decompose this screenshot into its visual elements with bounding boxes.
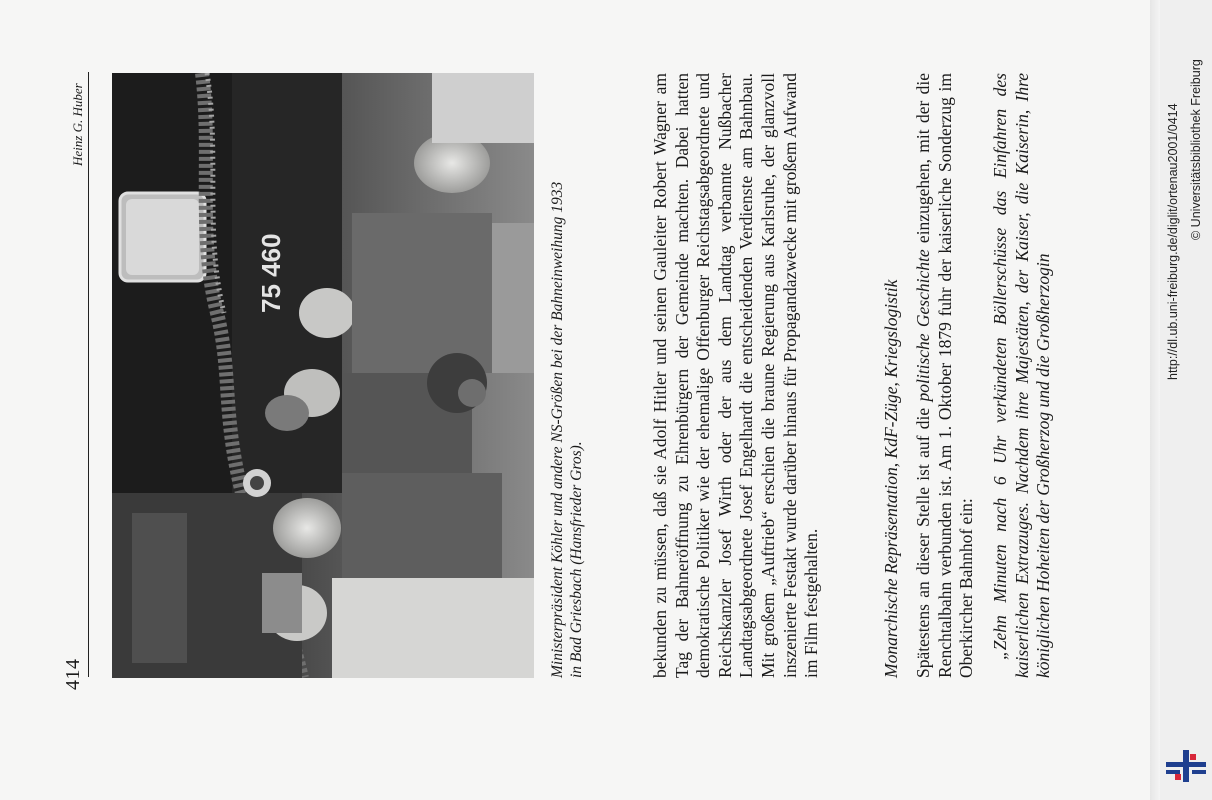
paragraph-2-text-end: einzugehen, mit der die Renchtalbahn verbunden ist. Am 1. Oktober 1879 fuhr der kaiserliche Sonderzug im Oberkircher Bahnhof ein: <box>913 73 977 678</box>
photo-illustration <box>112 73 534 678</box>
body-paragraph-1: bekunden zu müssen, daß sie Adolf Hitler und seinen Gauleiter Robert Wagner am Tag der Bahneröffnung zu Ehrenbürgern der Gemeinde machten. Dabei hatten demokratische Politiker wie der ehemalige Offenburger Reichstagsabgeordnete und Reichskanzler Josef Wirth oder der aus dem Landtag verbannte Nußbacher Landtagsabgeordnete Josef Engelhardt die entscheidenden Verdienste am Bahnbau. Mit großem „Auftrieb“ erschien die braune Regierung aus Karlsruhe, der glanzvoll inszenierte Festakt wurde darüber hinaus für Propagandazwecke mit großem Aufwand im Film festgehalten. <box>650 72 822 678</box>
paragraph-2-italic: politische Geschichte <box>913 249 933 402</box>
page-number: 414 <box>62 658 84 690</box>
body-paragraph-2 <box>913 73 978 678</box>
library-logo-icon <box>1166 750 1206 782</box>
paragraph-2-text-start: Spätestens an dieser Stelle ist auf die <box>913 401 933 678</box>
section-subheading-block <box>880 73 902 678</box>
locomotive-number: 75 460 <box>256 233 286 313</box>
header-rule <box>88 72 89 677</box>
running-header-author: Heinz G. Huber <box>70 83 85 166</box>
caption-line-1: Ministerpräsident Köhler und andere NS-Größen bei der Bahneinweihung 1933 <box>549 181 566 678</box>
copyright-notice: © Universitätsbibliothek Freiburg <box>1189 59 1203 240</box>
caption-line-2: in Bad Griesbach (Hansfrieder Gros). <box>568 441 585 678</box>
body-paragraph-1-block <box>650 73 823 678</box>
body-paragraph-2-block <box>913 73 978 678</box>
quote-block <box>990 73 1055 678</box>
quote-text: „Zehn Minuten nach 6 Uhr verkündeten Böllerschüsse das Einfahren des kaiserlichen Extrazuges. Nachdem ihre Majestäten, der Kaiser, die Kaiserin, Ihre königlichen Hoheiten der Großherzog und die Großherzogin <box>990 73 1054 678</box>
photo-caption <box>548 73 586 678</box>
page-edge-shadow <box>1150 0 1160 800</box>
historical-photo <box>112 73 534 678</box>
source-url-link[interactable]: http://dl.ub.uni-freiburg.de/diglit/ortenau2001/0414 <box>1166 103 1180 380</box>
section-subheading: Monarchische Repräsentation, KdF-Züge, Kriegslogistik <box>881 279 901 678</box>
